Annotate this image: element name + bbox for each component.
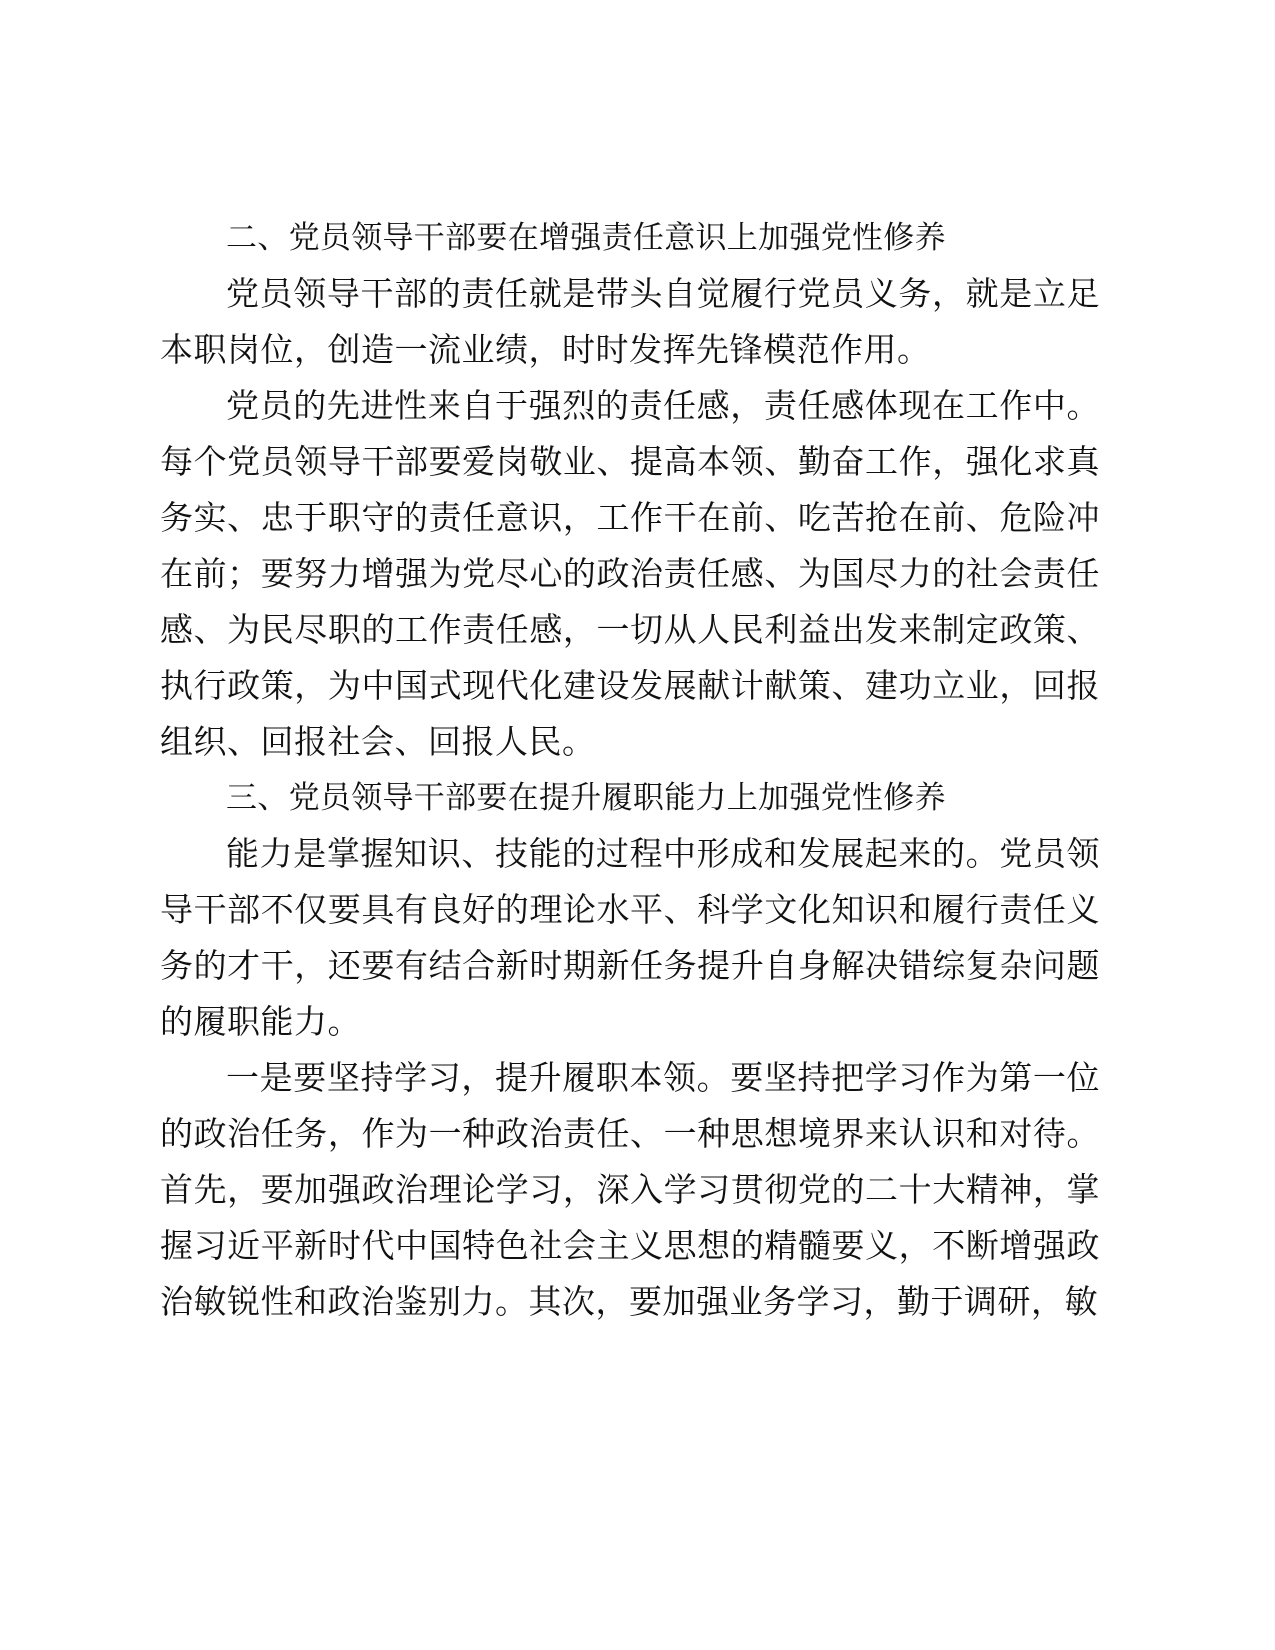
- paragraph-4: 一是要坚持学习，提升履职本领。要坚持把学习作为第一位的政治任务，作为一种政治责任、一种思想境界来认识和对待。首先，要加强政治理论学习，深入学习贯彻党的二十大精神，掌握习近平新时代中国特色社会主义思想的精髓要义，不断增强政治敏锐性和政治鉴别力。其次，要加强业务学习，勤于调研，敏: [160, 1058, 1100, 1321]
- section-heading-3: 三、党员领导干部要在提升履职能力上加强党性修养: [226, 780, 946, 816]
- section-heading-2: 二、党员领导干部要在增强责任意识上加强党性修养: [226, 220, 946, 256]
- paragraph-3: 能力是掌握知识、技能的过程中形成和发展起来的。党员领导干部不仅要具有良好的理论水平、科学文化知识和履行责任义务的才干，还要有结合新时期新任务提升自身解决错综复杂问题的履职能力。: [160, 834, 1100, 1041]
- paragraph-1: 党员领导干部的责任就是带头自觉履行党员义务，就是立足本职岗位，创造一流业绩，时时发挥先锋模范作用。: [160, 274, 1100, 369]
- paragraph-2: 党员的先进性来自于强烈的责任感，责任感体现在工作中。每个党员领导干部要爱岗敬业、提高本领、勤奋工作，强化求真务实、忠于职守的责任意识，工作干在前、吃苦抢在前、危险冲在前；要努力增强为党尽心的政治责任感、为国尽力的社会责任感、为民尽职的工作责任感，一切从人民利益出发来制定政策、执行政策，为中国式现代化建设发展献计献策、建功立业，回报组织、回报社会、回报人民。: [160, 386, 1100, 761]
- document-page: [160, 210, 1100, 1330]
